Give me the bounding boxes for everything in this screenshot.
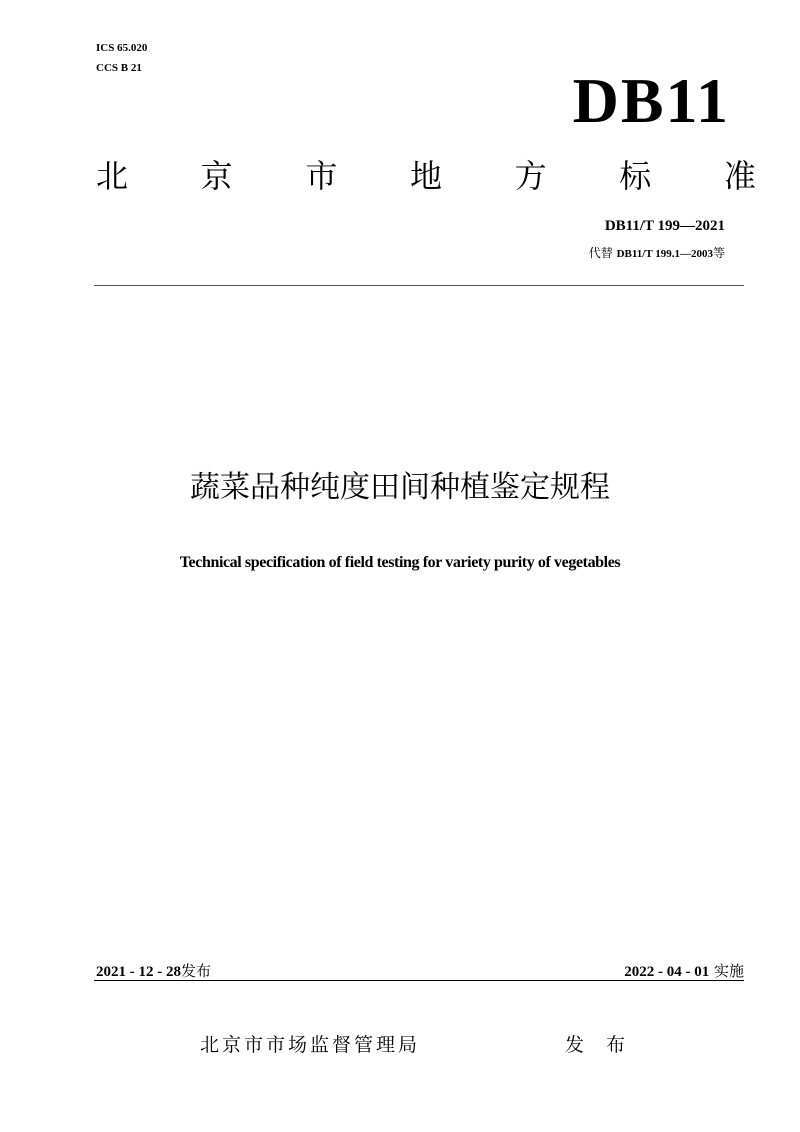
authority-title-char: 京 bbox=[200, 157, 233, 195]
replaces-note bbox=[440, 244, 725, 261]
replaces-suffix: 等 bbox=[712, 246, 725, 260]
authority-title bbox=[96, 154, 756, 198]
authority-title-char: 标 bbox=[619, 157, 652, 195]
authority-title-char: 北 bbox=[96, 157, 129, 195]
issue-label: 发布 bbox=[181, 962, 212, 980]
implementation-date-line bbox=[624, 960, 744, 981]
issue-date-line bbox=[96, 960, 211, 981]
authority-title-char: 地 bbox=[409, 157, 442, 195]
issue-date: 2021 - 12 - 28 bbox=[96, 964, 181, 980]
document-title-zh: 蔬菜品种纯度田间种植鉴定规程 bbox=[190, 470, 610, 505]
implementation-date: 2022 - 04 - 01 bbox=[624, 964, 710, 980]
document-title-en: Technical specification of field testing for variety purity of vegetables bbox=[179, 554, 621, 571]
issuing-authority: 北京市市场监督管理局 bbox=[200, 1034, 421, 1056]
authority-title-char: 准 bbox=[723, 157, 756, 195]
replaces-prefix: 代替 bbox=[588, 246, 613, 260]
footer-divider bbox=[94, 980, 744, 981]
authority-title-char: 方 bbox=[514, 157, 547, 195]
authority-title-char: 市 bbox=[305, 157, 338, 195]
replaces-codes: DB11/T 199.1—2003 bbox=[616, 248, 713, 260]
standard-code-mark: DB11 bbox=[572, 65, 730, 136]
issuer-action: 发 布 bbox=[565, 1034, 634, 1056]
ics-classification: ICS 65.020 bbox=[96, 42, 148, 54]
header-divider bbox=[94, 285, 744, 286]
implementation-label: 实施 bbox=[713, 962, 744, 980]
standard-number: DB11/T 199—2021 bbox=[604, 218, 725, 234]
ccs-classification: CCS B 21 bbox=[96, 62, 142, 74]
